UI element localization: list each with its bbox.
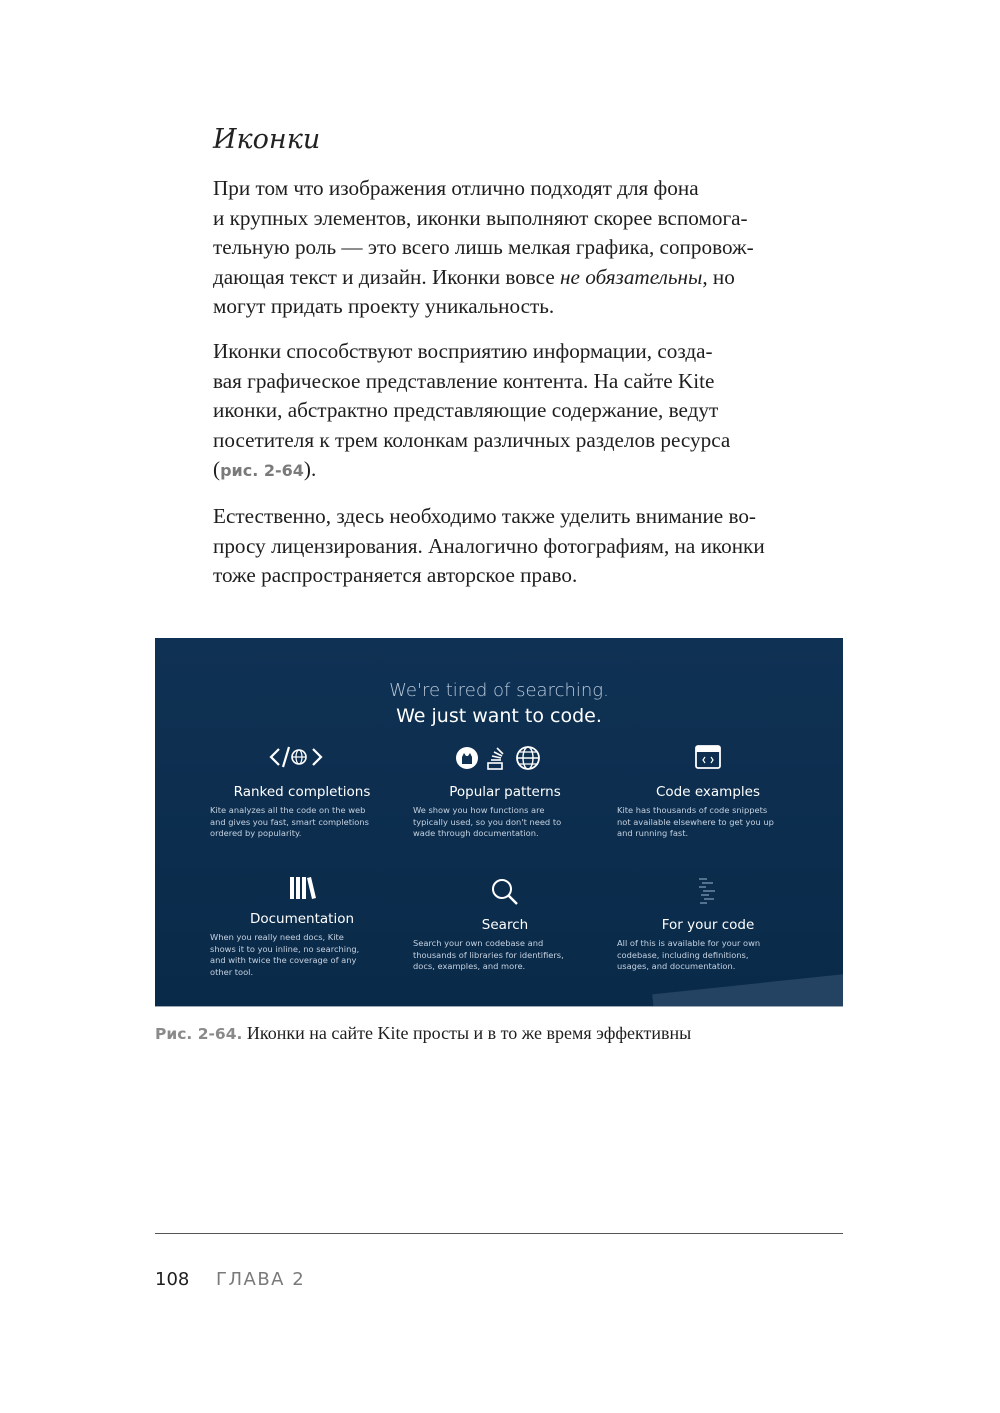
text-run: ( (213, 457, 221, 481)
feature-ranked-completions (207, 743, 397, 853)
figure-reference-link[interactable]: рис. 2-64 (220, 461, 304, 480)
text-line: вая графическое представление контента. На сайте Kite (213, 368, 715, 393)
search-icon (490, 876, 520, 908)
description-line: codebase, including definitions, (617, 949, 749, 960)
text-line: и крупных элементов, иконки выполняют скорее вспомога- (213, 205, 748, 230)
caption-label: Рис. 2-64. (155, 1025, 243, 1043)
feature-title: Search (481, 917, 529, 933)
text-run: ). (303, 457, 317, 481)
description-line: and gives you fast, smart completions (210, 816, 369, 827)
description-line: We show you how functions are (413, 805, 545, 815)
feature-code-examples (613, 743, 803, 853)
description-line: ordered by popularity. (210, 828, 302, 839)
paragraph-2 (213, 337, 853, 486)
code-window-icon (693, 743, 723, 773)
text-run: дающая текст и дизайн. Иконки вовсе (213, 264, 561, 289)
feature-title: Popular patterns (449, 784, 561, 800)
feature-description (210, 932, 400, 979)
text-line: посетителя к трем колонкам различных разделов ресурса (213, 427, 731, 452)
text-line: Иконки способствуют восприятию информации, созда- (213, 339, 713, 363)
description-line: usages, and documentation. (617, 961, 736, 972)
description-line: shows it to you inline, no searching, (210, 943, 360, 954)
text-run: , но (702, 264, 735, 289)
text-line (213, 455, 853, 486)
text-line: тоже распространяется авторское право. (213, 563, 578, 587)
description-line: When you really need docs, Kite (210, 932, 344, 942)
description-line: and running fast. (617, 828, 689, 839)
emphasis-text: не обязательны (560, 264, 703, 289)
page-number: 108 (155, 1269, 190, 1290)
description-line: typically used, so you don't need to (413, 816, 562, 827)
feature-title: Code examples (656, 784, 760, 800)
feature-title: Ranked completions (233, 784, 371, 800)
caption-text: Иконки на сайте Kite просты и в то же время эффективны (242, 1023, 692, 1043)
figure-title-line1: We're tired of searching. (389, 680, 609, 701)
github-stackoverflow-globe-icon (455, 743, 545, 773)
feature-documentation (207, 873, 397, 993)
description-line: All of this is available for your own (617, 938, 761, 948)
description-line: not available elsewhere to get you up (617, 816, 774, 827)
feature-description (413, 805, 603, 840)
feature-title: For your code (661, 917, 755, 933)
text-line: При том что изображения отлично подходят для фона (213, 176, 699, 200)
description-line: Search your own codebase and (413, 938, 544, 948)
feature-description (210, 805, 400, 840)
description-line: docs, examples, and more. (413, 961, 526, 972)
description-line: thousands of libraries for identifiers, (413, 949, 564, 960)
footer-divider (155, 1233, 843, 1234)
text-line: тельную роль — это всего лишь мелкая графика, сопровож- (213, 235, 754, 259)
feature-for-your-code (613, 876, 803, 996)
description-line: Kite analyzes all the code on the web (210, 805, 366, 815)
feature-description (617, 805, 807, 840)
chapter-label: ГЛАВА 2 (216, 1269, 306, 1290)
figure-caption (155, 1023, 691, 1044)
description-line: wade through documentation. (413, 828, 539, 839)
text-line (213, 263, 853, 293)
figure-title-line2: We just want to code. (396, 705, 602, 727)
text-line: иконки, абстрактно представляющие содержание, ведут (213, 398, 719, 422)
paragraph-3 (213, 502, 853, 591)
description-line: and with twice the coverage of any (210, 955, 357, 966)
section-heading: Иконки (213, 124, 321, 155)
description-line: other tool. (210, 967, 254, 978)
feature-title: Documentation (249, 911, 355, 927)
feature-search (410, 876, 600, 996)
description-line: Kite has thousands of code snippets (617, 805, 768, 815)
text-line: просу лицензирования. Аналогично фотографиям, на иконки (213, 533, 765, 558)
feature-description (413, 938, 603, 973)
feature-popular-patterns (410, 743, 600, 853)
code-lines-icon (693, 876, 723, 908)
text-line: могут придать проекту уникальность. (213, 294, 555, 318)
paragraph-1 (213, 174, 853, 322)
kite-figure (155, 638, 843, 1007)
text-line: Естественно, здесь необходимо также уделить внимание во- (213, 504, 756, 528)
feature-description (617, 938, 807, 973)
books-icon (287, 873, 317, 903)
code-brackets-icon (267, 743, 327, 771)
